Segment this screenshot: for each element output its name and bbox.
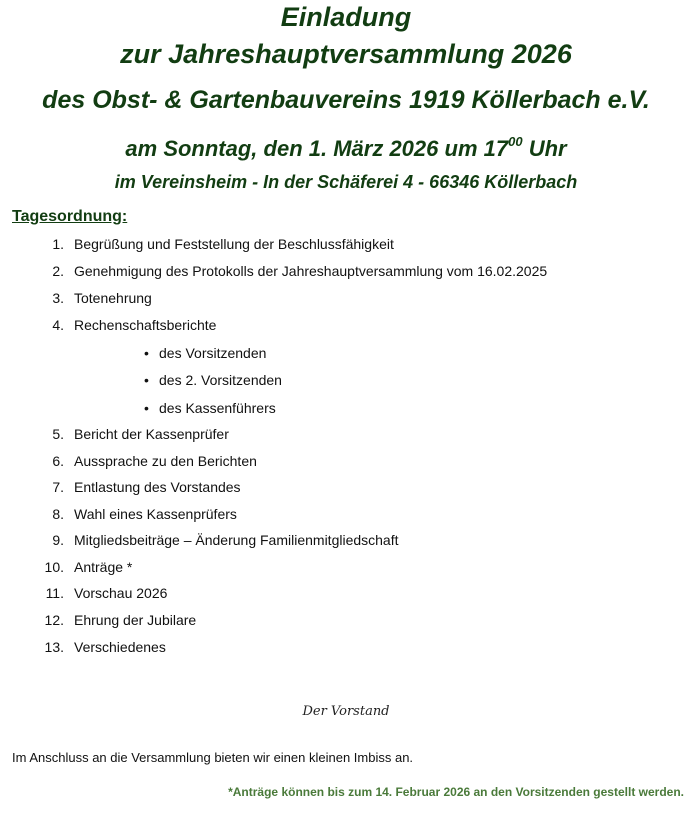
agenda-number: 2.	[52, 263, 64, 279]
title-organization: des Obst- & Gartenbauvereins 1919 Köllerbach e.V.	[42, 86, 650, 114]
sub-item	[144, 400, 276, 416]
agenda-number: 12.	[44, 612, 64, 628]
agenda-number: 3.	[52, 290, 64, 306]
event-date-time	[0, 134, 692, 162]
agenda-text: Bericht der Kassenprüfer	[74, 426, 229, 442]
agenda-text: Verschiedenes	[74, 639, 166, 655]
date-prefix: am Sonntag, den 1. März 2026 um 17	[125, 136, 509, 161]
agenda-number: 9.	[52, 532, 64, 548]
agenda-number: 7.	[52, 479, 64, 495]
closing-note: Im Anschluss an die Versammlung bieten wir einen kleinen Imbiss an.	[12, 750, 414, 765]
title-einladung: Einladung	[280, 2, 412, 32]
agenda-text: Totenehrung	[74, 290, 152, 306]
agenda-text: Ehrung der Jubilare	[74, 612, 197, 628]
agenda-text: Aussprache zu den Berichten	[74, 453, 257, 469]
date-suffix: Uhr	[528, 136, 567, 161]
agenda-number: 1.	[52, 236, 64, 252]
sub-item-text: des Vorsitzenden	[159, 345, 267, 361]
sub-item-text: des Kassenführers	[159, 400, 276, 416]
signature: Der Vorstand	[302, 704, 390, 719]
agenda-number: 13.	[44, 639, 64, 655]
agenda-number: 8.	[52, 506, 64, 522]
agenda-text: Genehmigung des Protokolls der Jahreshauptversammlung vom 16.02.2025	[74, 263, 548, 279]
bullet-icon: •	[144, 400, 149, 416]
title-event: zur Jahreshauptversammlung 2026	[120, 39, 572, 69]
bullet-icon: •	[144, 372, 149, 388]
agenda-text: Anträge *	[74, 559, 133, 575]
agenda-text: Mitgliedsbeiträge – Änderung Familienmitgliedschaft	[74, 532, 399, 548]
agenda-text: Vorschau 2026	[74, 585, 168, 601]
sub-item	[144, 345, 266, 361]
agenda-number: 5.	[52, 426, 64, 442]
sub-item-text: des 2. Vorsitzenden	[159, 372, 282, 388]
agenda-text: Wahl eines Kassenprüfers	[74, 506, 237, 522]
sub-item	[144, 372, 282, 388]
agenda-text: Entlastung des Vorstandes	[74, 479, 241, 495]
bullet-icon: •	[144, 345, 149, 361]
agenda-text: Rechenschaftsberichte	[74, 317, 217, 333]
event-location: im Vereinsheim - In der Schäferei 4 - 66346 Köllerbach	[114, 172, 578, 192]
agenda-number: 10.	[44, 559, 64, 575]
footnote: *Anträge können bis zum 14. Februar 2026 an den Vorsitzenden gestellt werden.	[228, 785, 684, 799]
agenda-number: 4.	[52, 317, 64, 333]
agenda-heading: Tagesordnung:	[12, 208, 128, 225]
agenda-number: 6.	[52, 453, 64, 469]
agenda-number: 11.	[45, 585, 64, 601]
agenda-text: Begrüßung und Feststellung der Beschlussfähigkeit	[74, 236, 394, 252]
time-minutes: 00	[508, 134, 523, 149]
